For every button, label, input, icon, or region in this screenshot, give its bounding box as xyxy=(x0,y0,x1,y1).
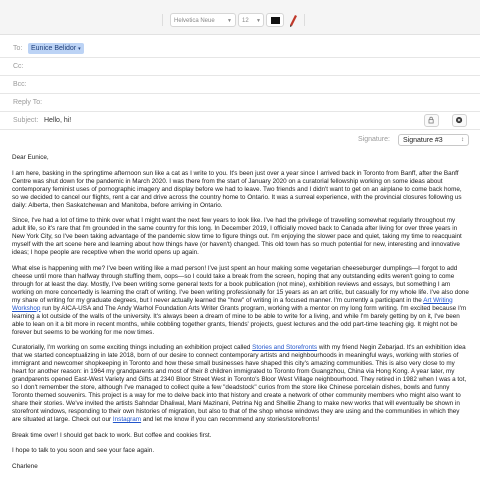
subject-input[interactable]: Hello, hi! xyxy=(44,117,72,124)
chevron-updown-icon: ↕ xyxy=(461,137,464,143)
chevron-down-icon: ▼ xyxy=(227,18,232,24)
reply-to-row[interactable] xyxy=(0,94,480,112)
message-body[interactable] xyxy=(12,154,469,478)
paragraph-4-text-b: with my friend Negin Zebarjad. It's an exhibition idea that we started conceptualizing in late 2018, born of our desire to connect contemporary artists and neighbourhoods in meaningful ways, working with stories of immigrant and newcomer shopkeeping in Toronto and how these small businesses have shaped this city's amazing communities. This is also very close to my heart for another reason: in 1964 my grandparents and most of their 8 children immigrated to Toronto from Guangzhou, China via Hong Kong. A year later, my grandparents opened East-West Variety and Gifts at 2340 Bloor Street West in Toronto's Bloor West Village neighbourhood. They retired in 1982 when I was a tot, so I don't remember the store, although I've managed to collect quite a few "deadstock" curios from the store like Chinese porcelain dishes, bowls and funny Toronto themed souvenirs. This project is a way for me to delve back into that history and create a network of other community members who might also want to share their stories. We've invited the artists Sahndar Dhaliwal, Mani Mazinani, Petrina Ng and Shellie Zhang to make new works that will eventually be shown in storefront windows, responding to their own histories of migration, but also to that of the shop whose windows they are using and the communities in which they are situated at large. Check out our xyxy=(12,344,467,423)
paragraph-4-text-c: and let me know if you can recommend any stories/storefronts! xyxy=(141,416,320,423)
attach-button[interactable] xyxy=(424,114,439,127)
signature-label: Signature: xyxy=(358,136,390,143)
bcc-label: Bcc: xyxy=(13,81,27,88)
highlight-pen-icon[interactable] xyxy=(288,13,298,27)
bcc-row[interactable] xyxy=(0,76,480,94)
formatting-toolbar xyxy=(0,0,480,35)
close-circle-icon xyxy=(453,115,466,126)
art-writing-workshop-link[interactable]: Art Writing Workshop xyxy=(12,296,453,312)
paragraph-4 xyxy=(12,344,469,424)
to-row xyxy=(0,40,480,58)
cc-row[interactable] xyxy=(0,58,480,76)
paragraph-1: I am here, basking in the springtime afternoon sun like a cat as I write to you. It's been just over a year since I arrived back in Toronto from Banff, after the Banff Centre was shut down for the pandemic in March 2020. I was there from the start of January 2020 on a curatorial fellowship working on some ideas about contemporary feminist uses of pornographic imagery and display before we had to leave. Two friends and I didn't want to get on an airplane to come back home, so we decided to cancel our flights, rent a car and drive across the country home to Ontario. It was a surreal experience, with the provincial closures following us daily: Alberta, then Saskatchewan and Manitoba, before arriving in Ontario. xyxy=(12,169,462,209)
recipient-token[interactable] xyxy=(28,43,84,54)
subject-row xyxy=(0,112,480,130)
toolbar-divider xyxy=(162,14,163,26)
paragraph-3-text-a: What else is happening with me? I've been writing like a mad person! I've just spent an hour making some vegetarian cheeseburger dumplings—I forgot to add cheese until more than halfway through stuffing them, oops—so I could take a break from the screen, hoping that any outstanding edits weren't going to come through for at least the day. Mostly, I've been writing some general texts for a book publication (not mine), exhibition reviews and essays, but something I am working on more concertedly is learning the craft of writing. I've been writing professionally for 15 years as an art critic, but casually for my whole life. I've also done my share of writing for my graduate degrees, but I never actually learned the "how" of writing in a focused manner. I'm currently a participant in the xyxy=(12,264,469,304)
font-size-select[interactable] xyxy=(238,13,264,27)
paragraph-5: Break time over! I should get back to work. But coffee and cookies first. xyxy=(12,431,212,439)
chevron-down-icon: ▼ xyxy=(256,18,261,24)
to-label: To: xyxy=(13,45,23,52)
text-color-button[interactable] xyxy=(266,13,284,27)
signature-value: Signature #3 xyxy=(403,137,443,144)
paragraph-2: Since, I've had a lot of time to think over what I might want the next few years to look like. I've had the privilege of travelling somewhat regularly throughout my adult life, so it's rare that I'm grounded in the same country for this long. In December 2019, I officially moved back to Canada after living for over three years in New York City, so I've been taking advantage of the pandemic slow time to figure things out. I'm enjoying the slower pace and quiet, taking my time to reacquaint myself with the art scene here and learning about how things have (or haven't) changed. This old town has so much potential for new, interesting and innovative ideas; I hope people are receptive when the world opens up again. xyxy=(12,217,462,256)
cc-label: Cc: xyxy=(13,63,24,70)
signature-select[interactable] xyxy=(398,134,469,146)
font-size-value: 12 xyxy=(242,18,249,24)
color-swatch xyxy=(271,17,280,24)
cancel-button[interactable] xyxy=(452,114,467,127)
font-family-value: Helvetica Neue xyxy=(174,18,215,24)
paragraph-3 xyxy=(12,265,469,337)
toolbar-divider xyxy=(304,14,305,26)
recipient-name: Eunice Belidor xyxy=(31,45,77,52)
paragraph-6: I hope to talk to you soon and see your face again. xyxy=(12,447,155,454)
signature-row xyxy=(0,132,480,147)
paragraph-3-text-b: run by AICA-USA and The Andy Warhol Foundation Arts Writer Grants program, working with a mentor on my long form writing. I'm excited because I'm learning a lot outside of the walls of the university. It's always been a dream of mine to be able to write for a living, and while I'm barely getting by on it, I've been able to lean on it a bit more in recent months, while cobbling together grants, friends' projects, guest lectures and the odd part-time teaching gig. It might not be forever but seems to be working for me now times. xyxy=(12,304,467,336)
lock-icon xyxy=(425,115,438,126)
reply-to-label: Reply To: xyxy=(13,99,43,106)
stories-and-storefronts-link[interactable]: Stories and Storefronts xyxy=(252,344,318,351)
greeting: Dear Eunice, xyxy=(12,154,49,161)
font-family-select[interactable] xyxy=(170,13,236,27)
signoff: Charlene xyxy=(12,462,38,470)
paragraph-4-text-a: Curatorially, I'm working on some exciting things including an exhibition project called xyxy=(12,344,253,351)
chevron-down-icon: ▾ xyxy=(78,46,81,52)
subject-label: Subject: xyxy=(13,117,39,124)
instagram-link[interactable]: Instagram xyxy=(112,416,142,423)
